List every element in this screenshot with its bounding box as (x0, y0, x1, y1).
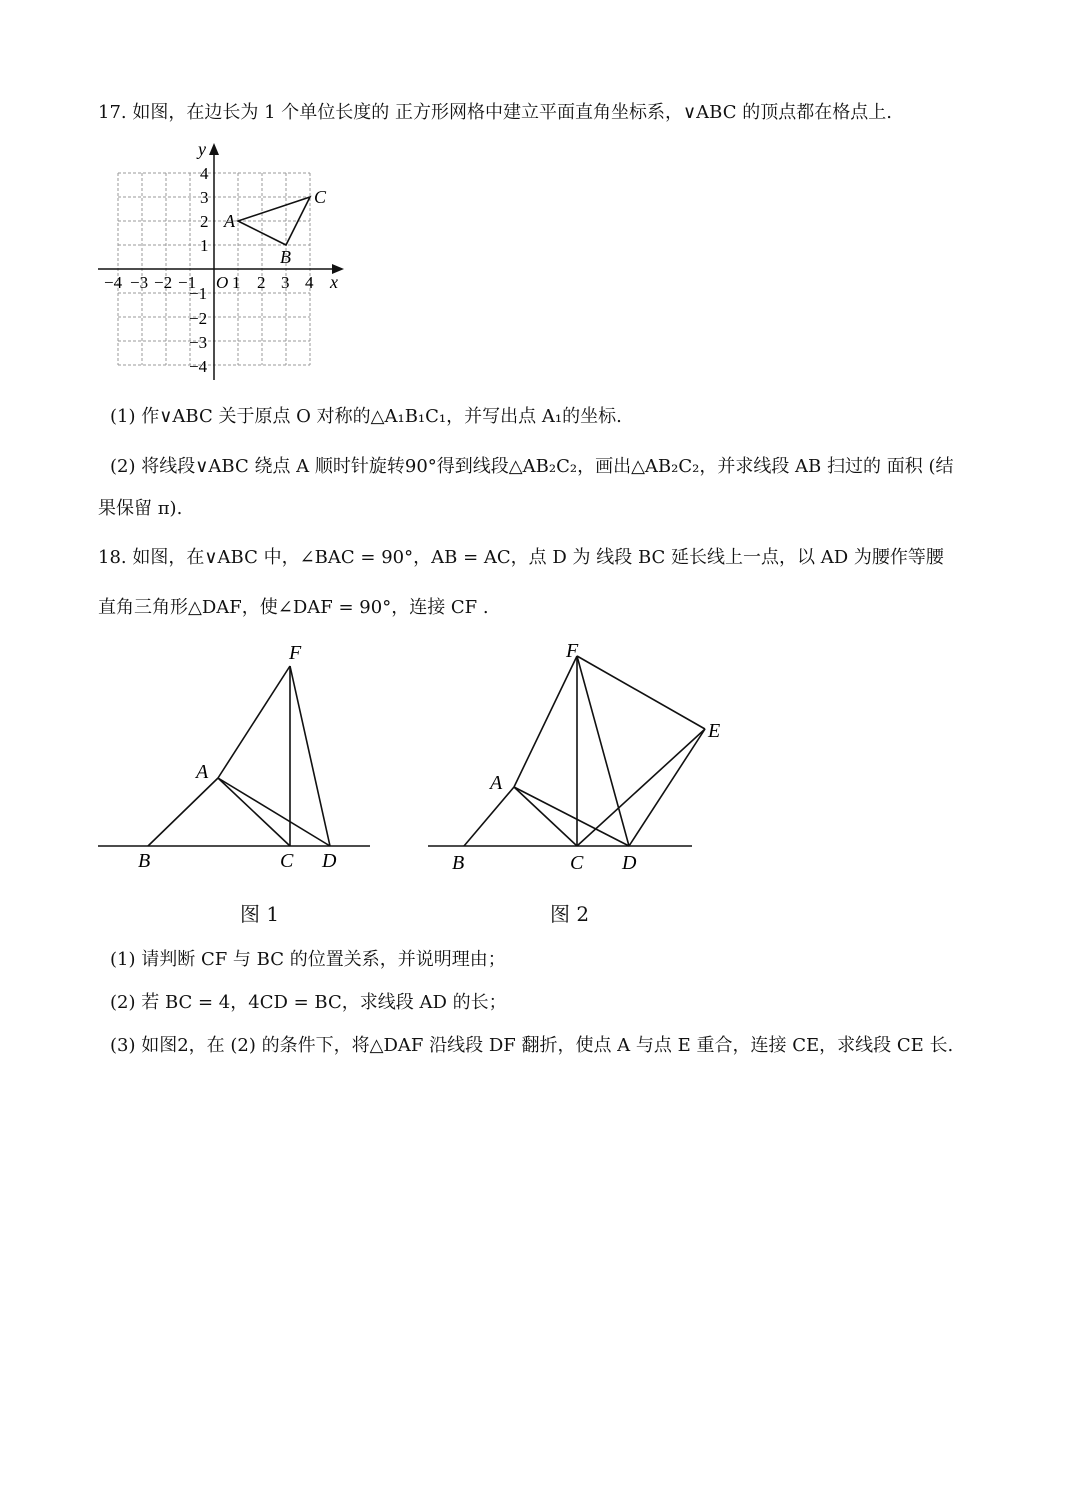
x-tick-neg2: −2 (154, 273, 173, 292)
x-tick-4: 4 (305, 273, 314, 292)
x-tick-neg1: −1 (178, 273, 197, 292)
q18-stem-line1 (98, 546, 944, 570)
fig1-segment-ac (218, 778, 290, 846)
fig1-segment-fd (290, 666, 330, 846)
fig2-segment-af (514, 656, 577, 787)
fig2-label-a: A (490, 772, 503, 794)
fig2-label-b: B (452, 852, 465, 874)
fig1-label-b: B (138, 850, 151, 872)
fig2-label-e: E (708, 720, 721, 742)
fig1-label-f: F (289, 642, 302, 664)
point-c-label: C (314, 187, 327, 207)
x-tick-neg4: −4 (104, 273, 123, 292)
fig2-segment-fe (577, 656, 705, 729)
q17-number: 17. (98, 102, 127, 123)
fig1-segment-ad (218, 778, 330, 846)
fig2-label-c: C (570, 852, 584, 874)
fig2-segment-ad (514, 787, 629, 846)
x-tick-2: 2 (257, 273, 266, 292)
fig1-label-c: C (280, 850, 294, 872)
figure-1 (90, 635, 390, 885)
q18-stem-text: 如图，在∨ABC 中，∠BAC = 90°，AB = AC，点 D 为 线段 BC 延长线上一点，以 AD 为腰作等腰 (132, 547, 944, 568)
q17-part2-line2: 果保留 π). (98, 498, 183, 519)
origin-label: O (216, 273, 229, 292)
y-tick-4: 4 (200, 164, 209, 183)
q18-number: 18. (98, 547, 127, 568)
fig1-label-a: A (196, 761, 209, 783)
figure-2-caption: 图 2 (550, 902, 590, 926)
y-tick-neg1: −1 (189, 284, 208, 303)
y-tick-1: 1 (200, 236, 209, 255)
point-b-label: B (280, 247, 291, 267)
y-axis-label: y (198, 139, 206, 159)
y-tick-3: 3 (200, 188, 209, 207)
fig1-segment-af (218, 666, 290, 778)
y-tick-neg2: −2 (189, 309, 208, 328)
q18-part2: (2) 若 BC = 4，4CD = BC，求线段 AD 的长； (110, 992, 507, 1013)
q18-part3: (3) 如图2，在 (2) 的条件下，将△DAF 沿线段 DF 翻折，使点 A 与点 E 重合，连接 CE，求线段 CE 长. (110, 1035, 954, 1056)
q17-stem (98, 101, 892, 125)
y-tick-neg4: −4 (189, 357, 208, 376)
x-tick-neg3: −3 (130, 273, 149, 292)
q17-part2-line1: (2) 将线段∨ABC 绕点 A 顺时针旋转90°得到线段△AB₂C₂，画出△AB₂C₂，并求线段 AB 扫过的 面积 (结 (110, 456, 954, 477)
y-tick-2: 2 (200, 212, 209, 231)
q18-part1: (1) 请判断 CF 与 BC 的位置关系，并说明理由； (110, 949, 506, 970)
fig1-segment-ba (148, 778, 218, 846)
q17-part1: (1) 作∨ABC 关于原点 O 对称的△A₁B₁C₁，并写出点 A₁的坐标. (110, 406, 622, 427)
fig2-label-f: F (566, 640, 579, 662)
fig2-segment-ac (514, 787, 577, 846)
y-tick-neg3: −3 (189, 333, 208, 352)
x-tick-3: 3 (281, 273, 290, 292)
q18-stem-line2: 直角三角形△DAF，使∠DAF = 90°，连接 CF . (98, 597, 489, 618)
fig2-segment-ba (464, 787, 514, 846)
q17-stem-text: 如图，在边长为 1 个单位长度的 正方形网格中建立平面直角坐标系，∨ABC 的顶点都在格点上. (132, 102, 892, 123)
fig1-label-d: D (322, 850, 337, 872)
x-axis-label: x (330, 272, 338, 292)
y-axis-arrow (209, 143, 219, 155)
coordinate-grid-figure (90, 135, 360, 390)
fig2-label-d: D (622, 852, 637, 874)
point-a-label: A (224, 211, 235, 231)
x-tick-1: 1 (232, 273, 241, 292)
fig2-segment-fd (577, 656, 629, 846)
figure-2 (420, 635, 740, 885)
figure-1-caption: 图 1 (240, 902, 280, 926)
